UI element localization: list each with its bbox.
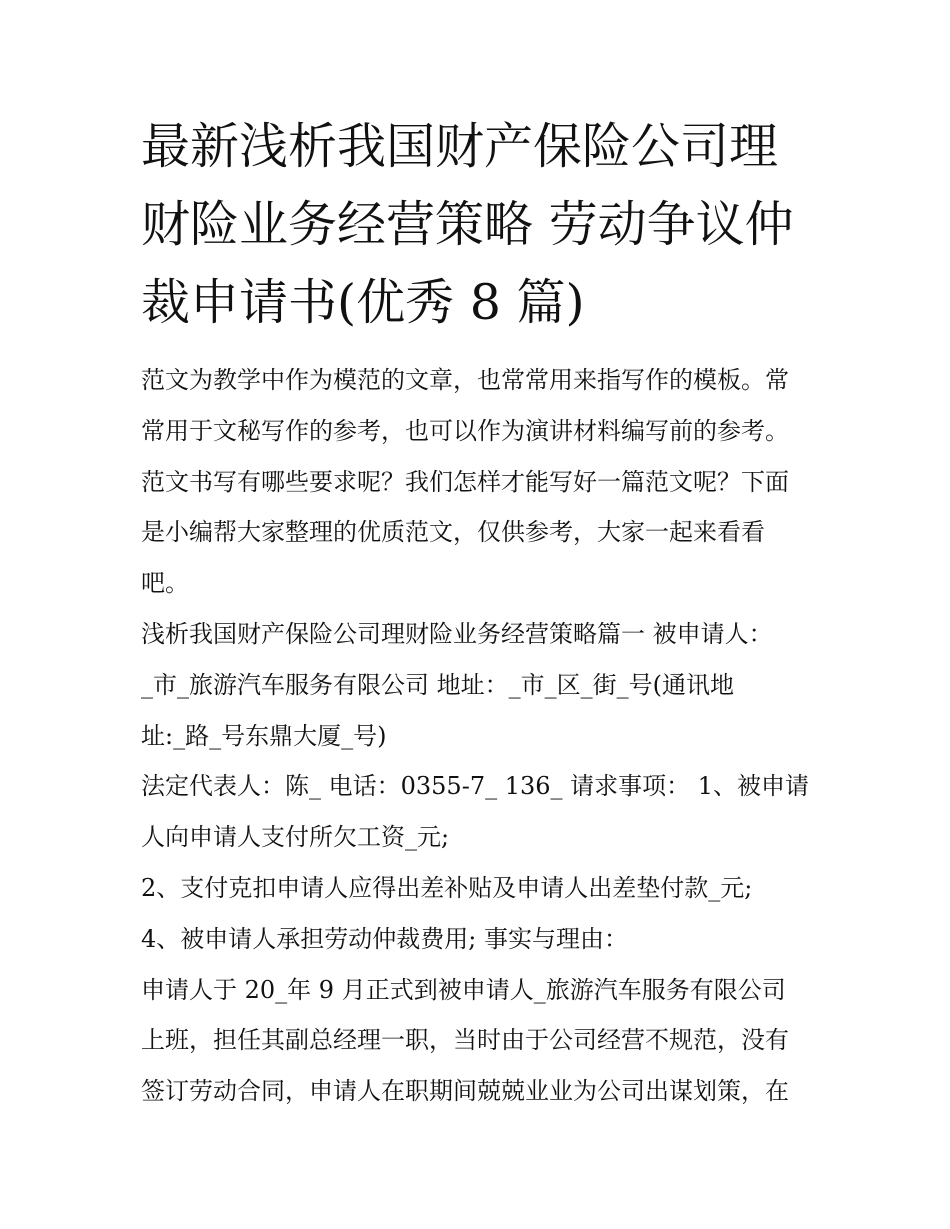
title-line: 裁申请书(优秀 8 篇): [141, 274, 585, 331]
body-line: 4、被申请人承担劳动仲裁费用; 事实与理由：: [141, 924, 628, 953]
body-line: 法定代表人：陈_ 电话：0355-7_ 136_ 请求事项： 1、被申请: [141, 772, 810, 801]
body-line: 吧。: [141, 569, 189, 598]
title-line: 最新浅析我国财产保险公司理: [141, 118, 779, 175]
body-line: 范文书写有哪些要求呢？我们怎样才能写好一篇范文呢？下面: [141, 467, 789, 496]
body-line: 申请人于 20_年 9 月正式到被申请人_旅游汽车服务有限公司: [141, 975, 786, 1004]
body-line: 2、支付克扣申请人应得出差补贴及申请人出差垫付款_元;: [141, 873, 753, 902]
body-line: _市_旅游汽车服务有限公司 地址：_市_区_街_号(通讯地: [141, 670, 734, 699]
body-line: 签订劳动合同，申请人在职期间兢兢业业为公司出谋划策，在: [141, 1077, 789, 1106]
body-line: 浅析我国财产保险公司理财险业务经营策略篇一 被申请人：: [141, 619, 773, 648]
body-line: 址:_路_号东鼎大厦_号): [141, 721, 387, 750]
document-body: [141, 355, 831, 1117]
body-line: 人向申请人支付所欠工资_元;: [141, 823, 450, 852]
body-line: 上班，担任其副总经理一职，当时由于公司经营不规范，没有: [141, 1026, 789, 1055]
body-line: 常用于文秘写作的参考，也可以作为演讲材料编写前的参考。: [141, 416, 789, 445]
body-line: 范文为教学中作为模范的文章，也常常用来指写作的模板。常: [141, 366, 789, 394]
document-title: [141, 108, 831, 342]
body-line: 是小编帮大家整理的优质范文，仅供参考，大家一起来看看: [141, 518, 765, 547]
title-line: 财险业务经营策略 劳动争议仲: [141, 196, 794, 253]
